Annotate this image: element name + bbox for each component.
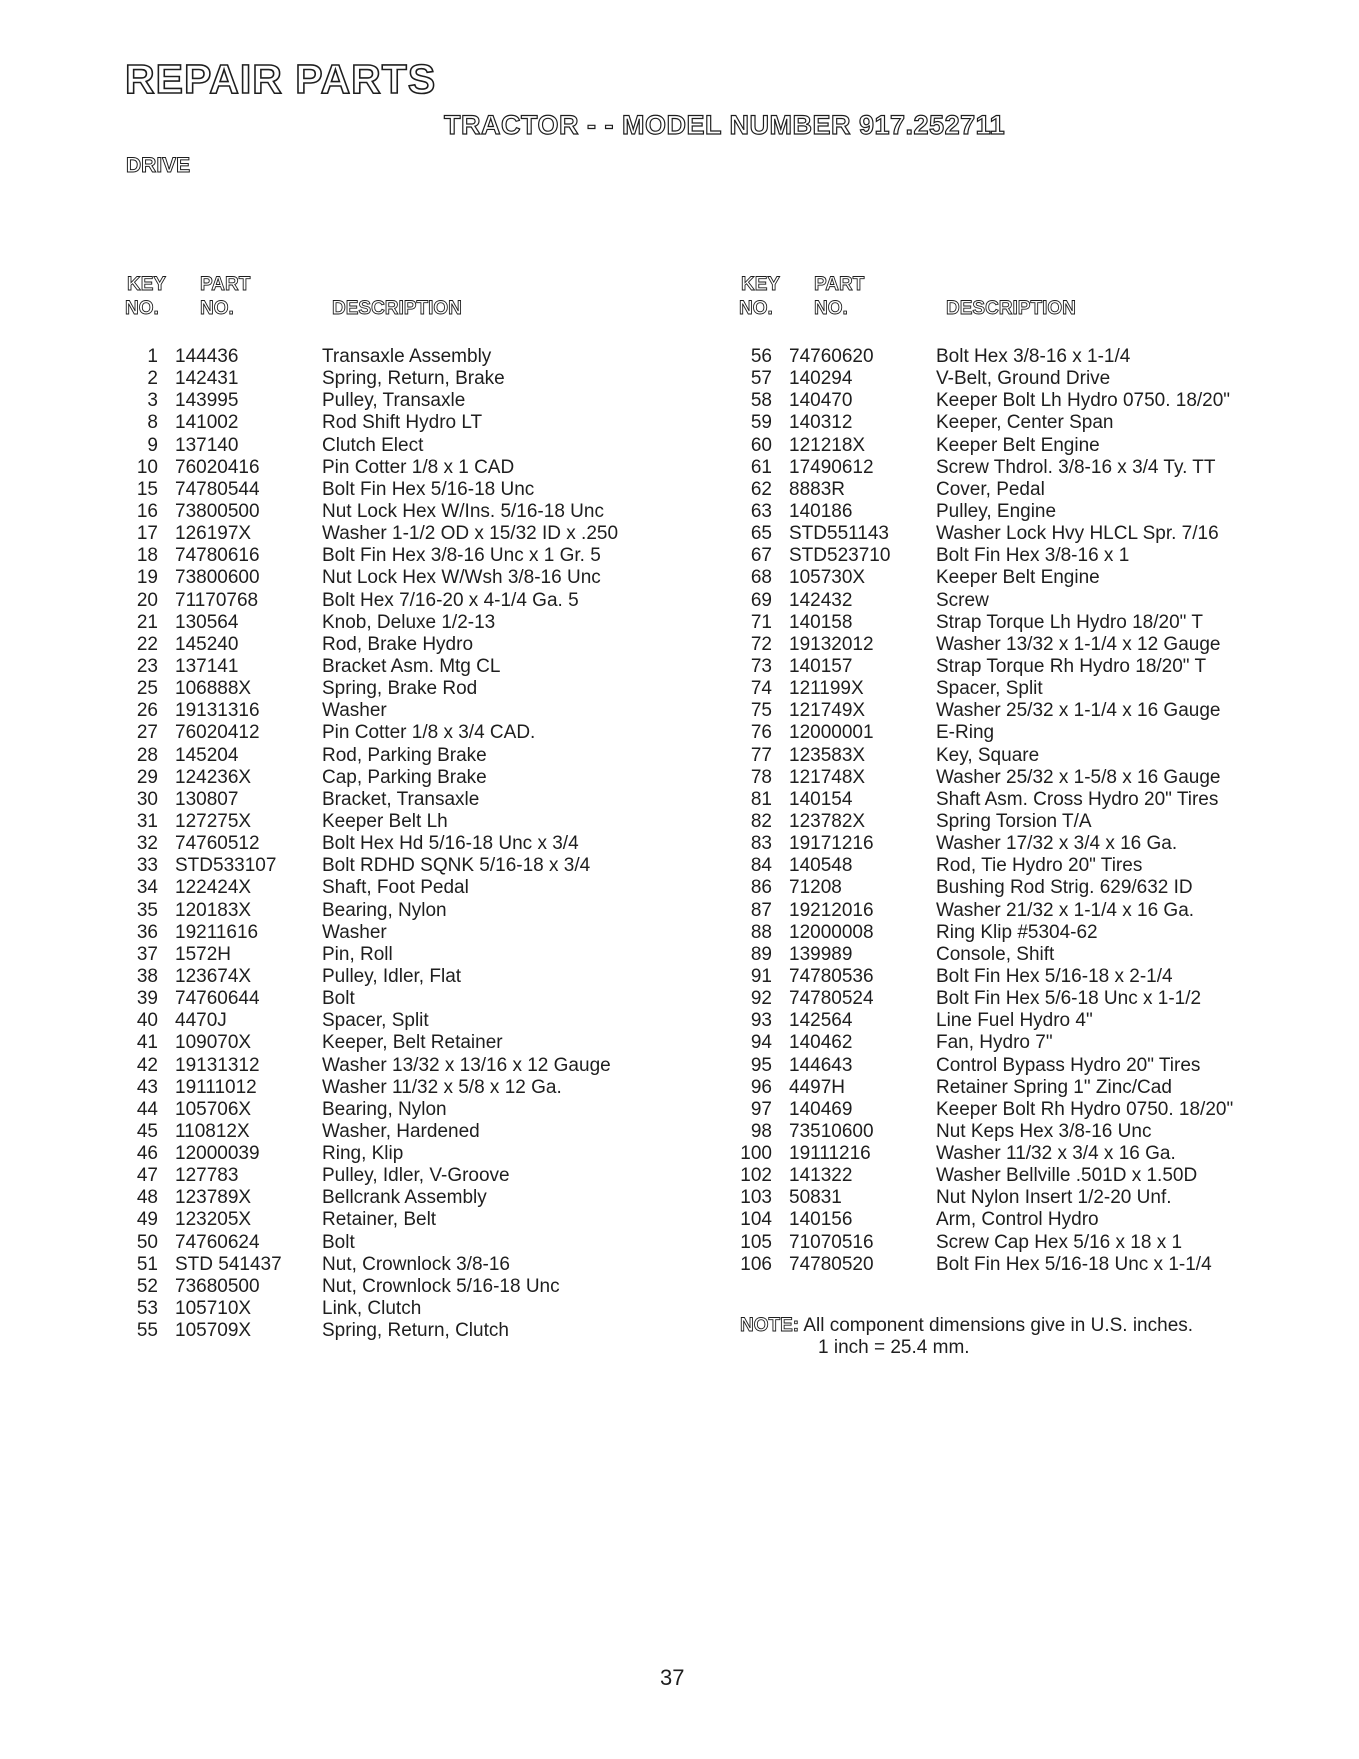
description-cell: Spring, Return, Clutch: [322, 1320, 509, 1342]
key-no-cell: 61: [750, 456, 772, 478]
key-no-cell: 93: [750, 1010, 772, 1032]
description-cell: Spacer, Split: [936, 678, 1043, 700]
part-no-cell: 142432: [789, 589, 853, 611]
description-cell: Pulley, Idler, Flat: [322, 965, 462, 987]
part-no-cell: 74780520: [789, 1253, 874, 1275]
part-no-cell: 140462: [789, 1032, 853, 1054]
part-no-cell: 19171216: [789, 833, 874, 855]
key-no-cell: 15: [136, 478, 158, 500]
part-no-cell: 19132012: [789, 633, 874, 655]
key-no-cell: 18: [136, 545, 158, 567]
key-no-cell: 81: [750, 788, 772, 810]
description-cell: Bolt Hex 3/8-16 x 1-1/4: [936, 346, 1131, 367]
key-no-cell: 46: [136, 1143, 158, 1165]
description-cell: Bracket Asm. Mtg CL: [322, 655, 501, 677]
key-no-cell: 82: [750, 810, 772, 832]
description-cell: Washer: [322, 921, 387, 943]
part-no-cell: 140157: [789, 655, 853, 677]
key-no-cell: 43: [136, 1076, 158, 1098]
part-no-cell: STD533107: [175, 855, 277, 877]
part-no-cell: 145204: [175, 744, 239, 766]
key-no-cell: 16: [136, 500, 158, 522]
key-no-cell: 98: [750, 1120, 772, 1142]
part-no-cell: 140294: [789, 368, 853, 390]
part-no-cell: 140312: [789, 412, 853, 434]
key-no-cell: 102: [740, 1165, 772, 1187]
key-no-cell: 62: [750, 478, 772, 500]
part-no-cell: 19212016: [789, 899, 874, 921]
key-no-cell: 53: [136, 1298, 158, 1320]
key-no-cell: 41: [136, 1032, 158, 1054]
key-no-cell: 63: [750, 500, 772, 522]
description-cell: Pulley, Idler, V-Groove: [322, 1165, 510, 1187]
description-cell: Spacer, Split: [322, 1010, 429, 1032]
key-no-cell: 45: [136, 1120, 158, 1142]
description-cell: Keeper Bolt Lh Hydro 0750. 18/20": [936, 390, 1231, 412]
description-cell: Spring, Return, Brake: [322, 368, 505, 390]
part-no-cell: 140548: [789, 855, 853, 877]
description-cell: Bolt: [322, 988, 355, 1010]
description-cell: Control Bypass Hydro 20" Tires: [936, 1054, 1201, 1076]
description-cell: V-Belt, Ground Drive: [936, 368, 1111, 390]
key-no-cell: 36: [136, 921, 158, 943]
key-no-cell: 78: [750, 766, 772, 788]
key-no-cell: 31: [136, 810, 158, 832]
key-no-cell: 104: [740, 1209, 772, 1231]
description-cell: Fan, Hydro 7": [936, 1032, 1053, 1054]
description-cell: Shaft Asm. Cross Hydro 20" Tires: [936, 788, 1219, 810]
description-cell: Bolt Fin Hex 3/8-16 Unc x 1 Gr. 5: [322, 545, 601, 567]
key-no-cell: 84: [750, 855, 772, 877]
key-no-cell: 92: [750, 988, 772, 1010]
key-no-cell: 94: [750, 1032, 772, 1054]
description-header: DESCRIPTION: [946, 298, 1076, 319]
key-no-cell: 89: [750, 943, 772, 965]
description-cell: Rod, Brake Hydro: [322, 633, 474, 655]
key-no-cell: 28: [136, 744, 158, 766]
description-cell: Ring, Klip: [322, 1143, 404, 1165]
description-cell: Keeper Belt Lh: [322, 810, 448, 832]
part-no-cell: 121749X: [789, 700, 866, 722]
key-no-cell: 69: [750, 589, 772, 611]
part-no-cell: STD523710: [789, 545, 891, 567]
part-no-cell: 143995: [175, 390, 239, 412]
part-no-cell: 123583X: [789, 744, 866, 766]
description-cell: Bolt Fin Hex 5/16-18 Unc x 1-1/4: [936, 1253, 1212, 1275]
description-cell: E-Ring: [936, 722, 995, 744]
part-no-cell: 144643: [789, 1054, 853, 1076]
key-no-cell: 68: [750, 567, 772, 589]
part-no-cell: 105706X: [175, 1098, 252, 1120]
description-header: DESCRIPTION: [332, 298, 462, 319]
part-no-cell: 19131312: [175, 1054, 260, 1076]
key-no-cell: 106: [740, 1253, 772, 1275]
key-no-cell: 3: [147, 390, 158, 412]
key-header: KEY: [127, 274, 167, 295]
description-cell: Screw Thdrol. 3/8-16 x 3/4 Ty. TT: [936, 456, 1216, 478]
key-no-cell: 91: [750, 965, 772, 987]
part-no-cell: 142431: [175, 368, 239, 390]
key-no-cell: 65: [750, 523, 772, 545]
key-no-cell: 25: [136, 678, 158, 700]
key-no-cell: 50: [136, 1231, 158, 1253]
description-cell: Bolt Hex Hd 5/16-18 Unc x 3/4: [322, 833, 579, 855]
key-no-header: NO.: [739, 298, 773, 319]
description-cell: Rod, Tie Hydro 20" Tires: [936, 855, 1143, 877]
model-subtitle: TRACTOR - - MODEL NUMBER 917.252711: [444, 110, 1006, 140]
description-cell: Pin, Roll: [322, 943, 393, 965]
key-no-cell: 2: [147, 368, 158, 390]
part-no-cell: 145240: [175, 633, 239, 655]
part-no-cell: 127275X: [175, 810, 252, 832]
key-no-cell: 71: [750, 611, 772, 633]
description-cell: Bearing, Nylon: [322, 1098, 447, 1120]
description-cell: Bolt Fin Hex 5/16-18 Unc: [322, 478, 535, 500]
description-cell: Keeper, Belt Retainer: [322, 1032, 503, 1054]
description-cell: Keeper Bolt Rh Hydro 0750. 18/20": [936, 1098, 1234, 1120]
key-no-cell: 52: [136, 1275, 158, 1297]
part-no-cell: 139989: [789, 943, 853, 965]
key-no-cell: 19: [136, 567, 158, 589]
part-no-cell: 73680500: [175, 1275, 260, 1297]
part-no-cell: 140156: [789, 1209, 853, 1231]
key-no-cell: 51: [136, 1253, 158, 1275]
part-no-cell: 120183X: [175, 899, 252, 921]
key-no-cell: 77: [750, 744, 772, 766]
part-no-cell: 74760644: [175, 988, 260, 1010]
key-no-cell: 96: [750, 1076, 772, 1098]
description-cell: Washer 13/32 x 1-1/4 x 12 Gauge: [936, 633, 1221, 655]
note: [740, 1315, 1193, 1359]
part-no-cell: 140186: [789, 500, 853, 522]
description-cell: Washer 17/32 x 3/4 x 16 Ga.: [936, 833, 1178, 855]
description-cell: Strap Torque Lh Hydro 18/20" T: [936, 611, 1203, 633]
part-no-cell: 140470: [789, 390, 853, 412]
key-no-cell: 17: [136, 523, 158, 545]
part-no-cell: 144436: [175, 346, 239, 367]
key-no-cell: 88: [750, 921, 772, 943]
key-no-cell: 44: [136, 1098, 158, 1120]
key-no-cell: 32: [136, 833, 158, 855]
part-no-cell: 140154: [789, 788, 853, 810]
note-text-line2: 1 inch = 25.4 mm.: [818, 1337, 970, 1358]
part-no-cell: 140158: [789, 611, 853, 633]
key-no-cell: 57: [750, 368, 772, 390]
description-cell: Bolt Fin Hex 5/6-18 Unc x 1-1/2: [936, 988, 1202, 1010]
key-no-cell: 75: [750, 700, 772, 722]
key-no-cell: 56: [750, 346, 772, 367]
description-cell: Washer 1-1/2 OD x 15/32 ID x .250: [322, 523, 619, 545]
part-no-cell: 105710X: [175, 1298, 252, 1320]
part-header: PART: [814, 274, 865, 295]
description-cell: Pulley, Engine: [936, 500, 1057, 522]
key-no-cell: 60: [750, 434, 772, 456]
description-cell: Console, Shift: [936, 943, 1055, 965]
part-no-cell: 106888X: [175, 678, 252, 700]
part-no-cell: 74780536: [789, 965, 874, 987]
part-no-cell: 71208: [789, 877, 842, 899]
part-no-header: NO.: [814, 298, 848, 319]
part-no-cell: 130807: [175, 788, 239, 810]
key-no-cell: 22: [136, 633, 158, 655]
description-cell: Bearing, Nylon: [322, 899, 447, 921]
part-no-cell: 105730X: [789, 567, 866, 589]
page-title: REPAIR PARTS: [125, 56, 437, 102]
part-no-cell: 122424X: [175, 877, 252, 899]
part-no-cell: 76020416: [175, 456, 260, 478]
part-no-cell: 141322: [789, 1165, 853, 1187]
part-no-cell: 74760512: [175, 833, 260, 855]
description-cell: Rod Shift Hydro LT: [322, 412, 483, 434]
key-no-cell: 73: [750, 655, 772, 677]
part-no-cell: 8883R: [789, 478, 845, 500]
key-no-cell: 21: [136, 611, 158, 633]
key-no-cell: 26: [136, 700, 158, 722]
description-cell: Bolt: [322, 1231, 355, 1253]
part-no-cell: 110812X: [175, 1120, 250, 1142]
part-no-cell: 121748X: [789, 766, 866, 788]
description-cell: Strap Torque Rh Hydro 18/20" T: [936, 655, 1207, 677]
description-cell: Retainer Spring 1" Zinc/Cad: [936, 1076, 1172, 1098]
description-cell: Bolt Fin Hex 3/8-16 x 1: [936, 545, 1130, 567]
part-no-cell: 123782X: [789, 810, 866, 832]
note-label: NOTE:: [740, 1315, 800, 1336]
key-no-cell: 95: [750, 1054, 772, 1076]
description-cell: Nut, Crownlock 5/16-18 Unc: [322, 1275, 560, 1297]
part-no-cell: 19211616: [175, 921, 259, 943]
part-no-cell: 76020412: [175, 722, 260, 744]
description-cell: Screw: [936, 589, 989, 611]
part-no-cell: 124236X: [175, 766, 252, 788]
description-cell: Spring, Brake Rod: [322, 678, 478, 700]
description-cell: Retainer, Belt: [322, 1209, 437, 1231]
description-cell: Washer 13/32 x 13/16 x 12 Gauge: [322, 1054, 611, 1076]
part-no-cell: 137141: [175, 655, 239, 677]
part-no-cell: 109070X: [175, 1032, 252, 1054]
part-no-cell: 141002: [175, 412, 239, 434]
key-no-cell: 87: [750, 899, 772, 921]
description-cell: Nut Nylon Insert 1/2-20 Unf.: [936, 1187, 1172, 1209]
description-cell: Washer Lock Hvy HLCL Spr. 7/16: [936, 523, 1219, 545]
description-cell: Spring Torsion T/A: [936, 810, 1092, 832]
description-cell: Arm, Control Hydro: [936, 1209, 1099, 1231]
description-cell: Bracket, Transaxle: [322, 788, 480, 810]
description-cell: Bellcrank Assembly: [322, 1187, 487, 1209]
part-no-cell: 123205X: [175, 1209, 252, 1231]
note-text: All component dimensions give in U.S. inches.: [803, 1315, 1194, 1336]
description-cell: Washer 25/32 x 1-1/4 x 16 Gauge: [936, 700, 1221, 722]
part-no-cell: STD 541437: [175, 1253, 282, 1275]
part-no-cell: 74780524: [789, 988, 874, 1010]
key-no-cell: 23: [136, 655, 158, 677]
key-no-cell: 86: [750, 877, 772, 899]
description-cell: Keeper Belt Engine: [936, 434, 1100, 456]
part-no-cell: 74780616: [175, 545, 260, 567]
key-no-cell: 74: [750, 678, 772, 700]
key-no-cell: 48: [136, 1187, 158, 1209]
part-no-cell: 73800500: [175, 500, 260, 522]
description-cell: Ring Klip #5304-62: [936, 921, 1098, 943]
part-no-cell: 19131316: [175, 700, 260, 722]
part-no-cell: 140469: [789, 1098, 853, 1120]
description-cell: Nut Lock Hex W/Ins. 5/16-18 Unc: [322, 500, 604, 522]
key-no-cell: 40: [136, 1010, 158, 1032]
part-no-cell: 121199X: [789, 678, 864, 700]
key-no-cell: 10: [136, 456, 158, 478]
part-no-cell: 73800600: [175, 567, 260, 589]
description-cell: Keeper, Center Span: [936, 412, 1114, 434]
description-cell: Shaft, Foot Pedal: [322, 877, 469, 899]
key-no-cell: 83: [750, 833, 772, 855]
description-cell: Washer, Hardened: [322, 1120, 480, 1142]
description-cell: Cover, Pedal: [936, 478, 1045, 500]
description-cell: Washer 11/32 x 5/8 x 12 Ga.: [322, 1076, 562, 1098]
key-no-cell: 47: [136, 1165, 158, 1187]
description-cell: Keeper Belt Engine: [936, 567, 1100, 589]
key-no-cell: 103: [740, 1187, 772, 1209]
key-no-cell: 37: [136, 943, 158, 965]
part-no-header: NO.: [200, 298, 234, 319]
key-no-cell: 67: [750, 545, 772, 567]
description-cell: Clutch Elect: [322, 434, 424, 456]
part-no-cell: 74760624: [175, 1231, 260, 1253]
part-no-cell: 127783: [175, 1165, 239, 1187]
part-no-cell: 17490612: [789, 456, 874, 478]
part-no-cell: 12000001: [789, 722, 874, 744]
part-no-cell: 74780544: [175, 478, 260, 500]
description-cell: Washer 25/32 x 1-5/8 x 16 Gauge: [936, 766, 1221, 788]
key-no-cell: 59: [750, 412, 772, 434]
description-cell: Screw Cap Hex 5/16 x 18 x 1: [936, 1231, 1183, 1253]
key-no-cell: 100: [740, 1143, 772, 1165]
key-no-cell: 72: [750, 633, 772, 655]
description-cell: Bolt Fin Hex 5/16-18 x 2-1/4: [936, 965, 1173, 987]
part-no-cell: 73510600: [789, 1120, 874, 1142]
key-no-cell: 8: [147, 412, 158, 434]
key-no-cell: 34: [136, 877, 158, 899]
key-no-cell: 27: [136, 722, 158, 744]
part-no-cell: 1572H: [175, 943, 231, 965]
key-no-cell: 39: [136, 988, 158, 1010]
part-no-cell: 4497H: [789, 1076, 845, 1098]
part-no-cell: STD551143: [789, 523, 889, 545]
description-cell: Pin Cotter 1/8 x 3/4 CAD.: [322, 722, 536, 744]
section-heading: DRIVE: [126, 154, 191, 177]
key-no-cell: 35: [136, 899, 158, 921]
part-no-cell: 12000008: [789, 921, 874, 943]
part-no-cell: 130564: [175, 611, 239, 633]
part-no-cell: 4470J: [175, 1010, 227, 1032]
part-no-cell: 71070516: [789, 1231, 874, 1253]
page-number: 37: [660, 1665, 685, 1690]
part-no-cell: 123674X: [175, 965, 252, 987]
part-no-cell: 126197X: [175, 523, 252, 545]
description-cell: Bolt RDHD SQNK 5/16-18 x 3/4: [322, 855, 591, 877]
description-cell: Link, Clutch: [322, 1298, 422, 1320]
key-header: KEY: [741, 274, 781, 295]
part-no-cell: 121218X: [789, 434, 866, 456]
key-no-cell: 9: [147, 434, 158, 456]
part-header: PART: [200, 274, 251, 295]
description-cell: Bolt Hex 7/16-20 x 4-1/4 Ga. 5: [322, 589, 579, 611]
description-cell: Nut Lock Hex W/Wsh 3/8-16 Unc: [322, 567, 601, 589]
description-cell: Knob, Deluxe 1/2-13: [322, 611, 496, 633]
part-no-cell: 19111012: [175, 1076, 257, 1098]
part-no-cell: 12000039: [175, 1143, 260, 1165]
part-no-cell: 71170768: [175, 589, 259, 611]
description-cell: Washer: [322, 700, 387, 722]
description-cell: Pin Cotter 1/8 x 1 CAD: [322, 456, 515, 478]
key-no-cell: 97: [750, 1098, 772, 1120]
description-cell: Cap, Parking Brake: [322, 766, 487, 788]
key-no-cell: 1: [147, 346, 158, 367]
key-no-cell: 76: [750, 722, 772, 744]
description-cell: Nut, Crownlock 3/8-16: [322, 1253, 510, 1275]
key-no-cell: 20: [136, 589, 158, 611]
description-cell: Bushing Rod Strig. 629/632 ID: [936, 877, 1193, 899]
key-no-cell: 42: [136, 1054, 158, 1076]
part-no-cell: 142564: [789, 1010, 853, 1032]
key-no-cell: 29: [136, 766, 158, 788]
part-no-cell: 19111216: [789, 1143, 871, 1165]
key-no-cell: 105: [740, 1231, 772, 1253]
description-cell: Key, Square: [936, 744, 1040, 766]
description-cell: Line Fuel Hydro 4": [936, 1010, 1093, 1032]
description-cell: Washer 21/32 x 1-1/4 x 16 Ga.: [936, 899, 1195, 921]
description-cell: Nut Keps Hex 3/8-16 Unc: [936, 1120, 1152, 1142]
key-no-cell: 58: [750, 390, 772, 412]
key-no-cell: 55: [136, 1320, 158, 1342]
description-cell: Washer Bellville .501D x 1.50D: [936, 1165, 1198, 1187]
part-no-cell: 137140: [175, 434, 239, 456]
description-cell: Pulley, Transaxle: [322, 390, 466, 412]
description-cell: Washer 11/32 x 3/4 x 16 Ga.: [936, 1143, 1176, 1165]
key-no-cell: 38: [136, 965, 158, 987]
key-no-cell: 49: [136, 1209, 158, 1231]
key-no-header: NO.: [125, 298, 159, 319]
description-cell: Transaxle Assembly: [322, 346, 492, 367]
part-no-cell: 50831: [789, 1187, 842, 1209]
part-no-cell: 74760620: [789, 346, 874, 367]
key-no-cell: 30: [136, 788, 158, 810]
key-no-cell: 33: [136, 855, 158, 877]
part-no-cell: 105709X: [175, 1320, 252, 1342]
part-no-cell: 123789X: [175, 1187, 252, 1209]
description-cell: Rod, Parking Brake: [322, 744, 487, 766]
